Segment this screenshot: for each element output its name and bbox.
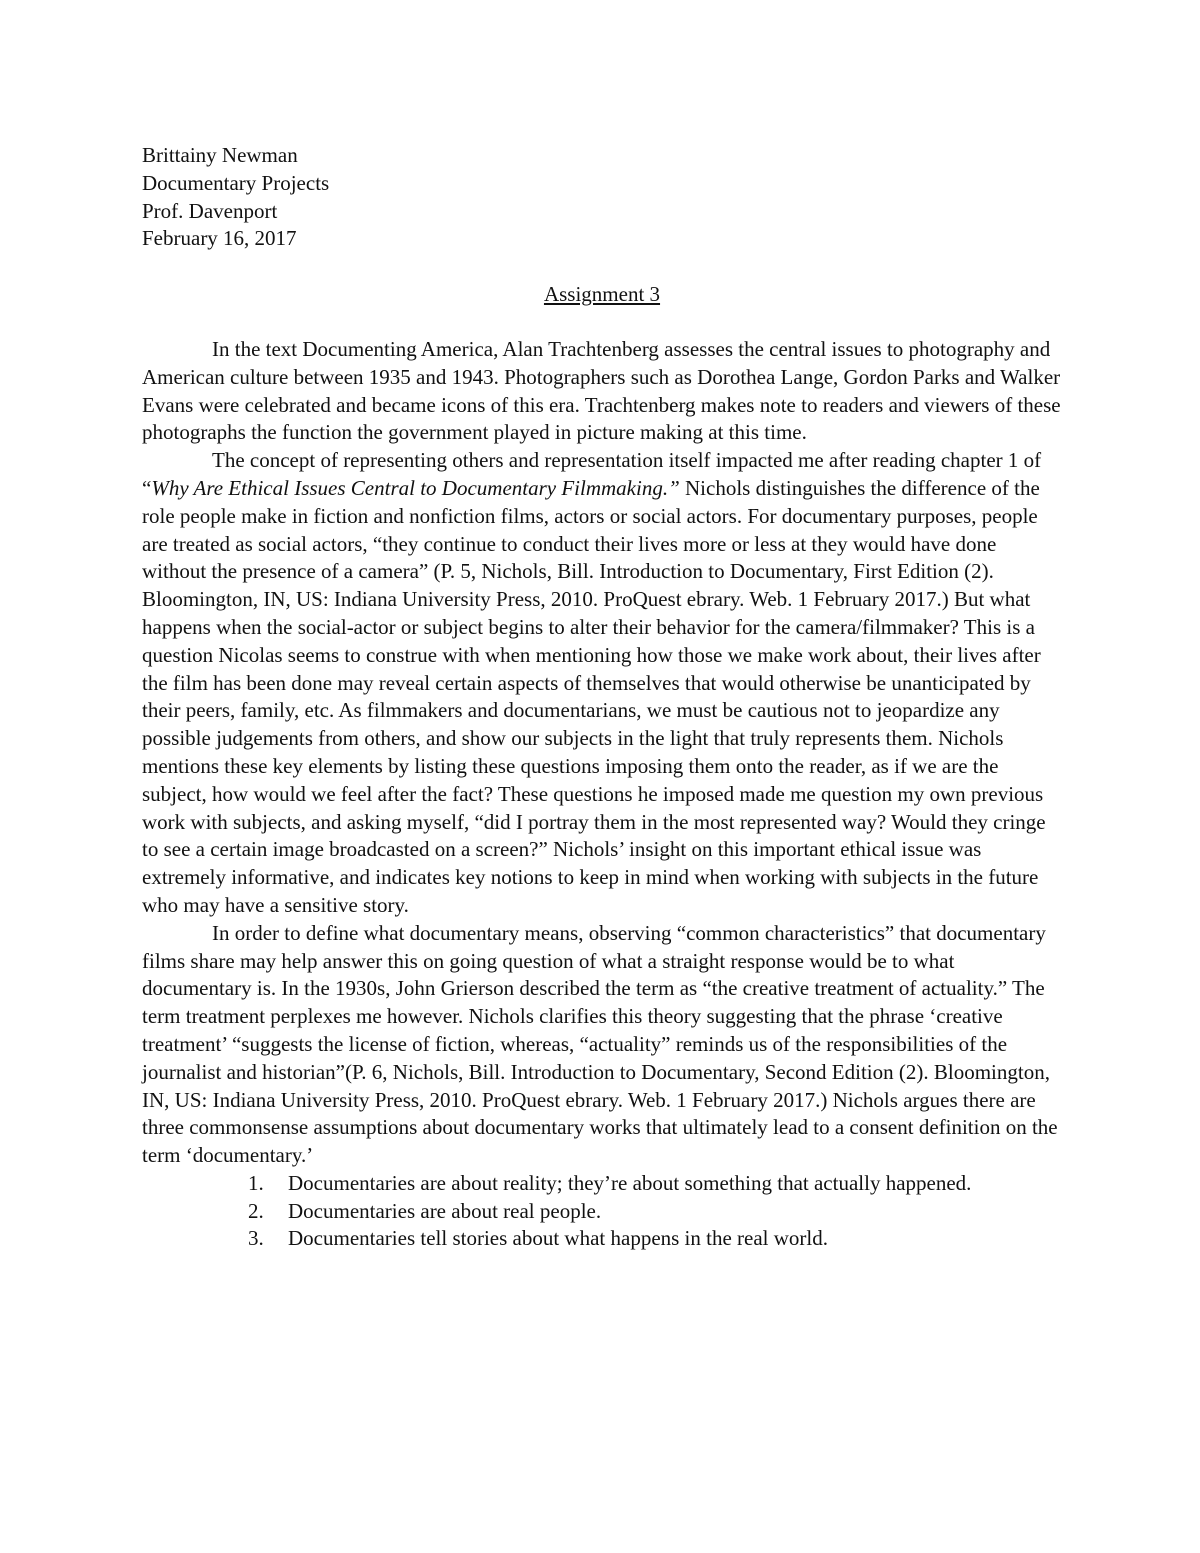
list-item-text: Documentaries are about real people. <box>288 1198 602 1223</box>
author-name: Brittainy Newman <box>142 143 298 167</box>
document-page <box>142 142 1062 1253</box>
chapter-title: Why Are Ethical Issues Central to Documentary Filmmaking.” <box>151 475 680 500</box>
paragraph-3: In order to define what documentary means, observing “common characteristics” that documentary films share may help answer this on going question of what a straight response would be to what documentary is. In the 1930s, John Grierson described the term as “the creative treatment of actuality.” The term treatment perplexes me however. Nichols clarifies this theory suggesting that the phrase ‘creative treatment’ “suggests the license of fiction, whereas, “actuality” reminds us of the responsibilities of the journalist and historian”(P. 6, Nichols, Bill. Introduction to Documentary, Second Edition (2). Bloomington, IN, US: Indiana University Press, 2010. ProQuest ebrary. Web. 1 February 2017.) Nichols argues there are three commonsense assumptions about documentary works that ultimately lead to a consent definition on the term ‘documentary.’ <box>142 920 1058 1168</box>
list-item-number: 1. <box>248 1170 264 1195</box>
paragraph-2 <box>142 447 1062 920</box>
assignment-title: Assignment 3 <box>543 282 661 307</box>
list-item <box>142 1225 1062 1253</box>
header-block <box>142 142 1062 253</box>
list-item <box>142 1198 1062 1226</box>
assumptions-list <box>142 1170 1062 1253</box>
list-item-text: Documentaries are about reality; they’re about something that actually happened. <box>288 1170 972 1195</box>
paragraph-2-body: Nichols distinguishes the difference of the role people make in fiction and nonfiction films, actors or social actors. For documentary purposes, people are treated as social actors, “they continue to conduct their lives more or less at they would have done without the presence of a camera” (P. 5, Nichols, Bill. Introduction to Documentary, First Edition (2). Bloomington, IN, US: Indiana University Press, 2010. ProQuest ebrary. Web. 1 February 2017.) But what happens when the social-actor or subject begins to alter their behavior for the camera/filmmaker? This is a question Nicolas seems to construe with when mentioning how those we make work about, their lives after the film has been done may reveal certain aspects of themselves that would otherwise be unanticipated by their peers, family, etc. As filmmakers and documentarians, we must be cautious not to jeopardize any possible judgements from others, and show our subjects in the light that truly represents them. Nichols mentions these key elements by listing these questions imposing them onto the reader, as if we are the subject, how would we feel after the fact? These questions he imposed made me question my own previous work with subjects, and asking myself, “did I portray them in the most represented way? Would they cringe to see a certain image broadcasted on a screen?” Nichols’ insight on this important ethical issue was extremely informative, and indicates key notions to keep in mind when working with subjects in the future who may have a sensitive story. <box>142 475 1046 917</box>
paragraph-2-intro: The concept of representing others and representation itself impacted me after reading chapter 1 of “ <box>142 448 1042 500</box>
list-item-number: 3. <box>248 1226 264 1251</box>
list-item-text: Documentaries tell stories about what happens in the real world. <box>288 1226 829 1251</box>
date: February 16, 2017 <box>142 226 297 251</box>
paragraph-1: In the text Documenting America, Alan Trachtenberg assesses the central issues to photography and American culture between 1935 and 1943. Photographers such as Dorothea Lange, Gordon Parks and Walker Evans were celebrated and became icons of this era. Trachtenberg makes note to readers and viewers of these photographs the function the government played in picture making at this time. <box>142 336 1061 445</box>
list-item-number: 2. <box>248 1198 264 1223</box>
professor-name: Prof. Davenport <box>142 198 278 223</box>
list-item <box>142 1170 1062 1198</box>
course-name: Documentary Projects <box>142 170 330 195</box>
